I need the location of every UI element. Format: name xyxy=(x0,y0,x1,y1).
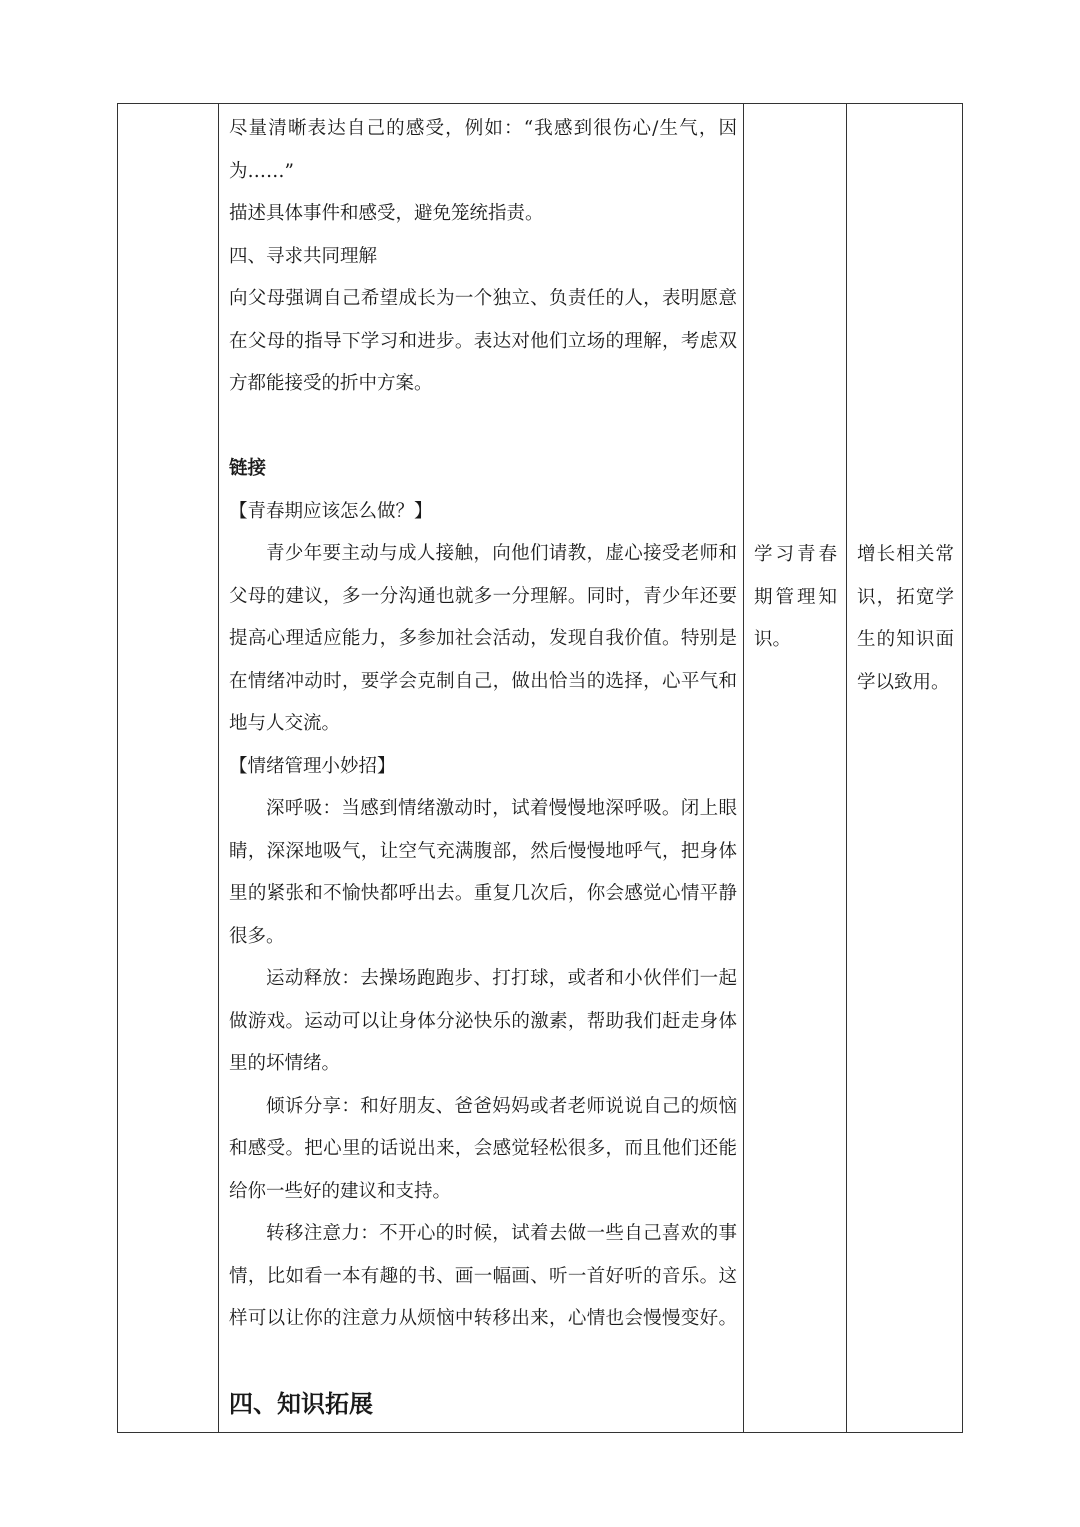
link-title-emotion-tips: 【情绪管理小妙招】 xyxy=(229,755,396,777)
table-column-intent xyxy=(847,104,962,1432)
main-content xyxy=(229,108,737,1341)
intent-text xyxy=(857,534,954,704)
activity-text xyxy=(754,534,837,662)
link-title-adolescence: 【青春期应该怎么做？】 xyxy=(229,500,433,522)
tip-line: 很多。 xyxy=(229,925,285,947)
tip-line: 和感受。把心里的话说出来，会感觉轻松很多，而且他们还能 xyxy=(229,1138,737,1159)
tip-line: 里的坏情绪。 xyxy=(229,1053,341,1074)
text-line: 方都能接受的折中方案。 xyxy=(229,373,433,394)
section-title: 四、知识拓展 xyxy=(229,1389,373,1418)
tip-line: 做游戏。运动可以让身体分泌快乐的激素，帮助我们赶走身体 xyxy=(229,1010,737,1032)
paragraph-line: 青少年要主动与成人接触，向他们请教，虚心接受老师和 xyxy=(266,543,737,564)
table-column-1 xyxy=(118,104,219,1432)
paragraph-line: 提高心理适应能力，多参加社会活动，发现自我价值。特别是 xyxy=(229,628,737,649)
text-line: 向父母强调自己希望成长为一个独立、负责任的人，表明愿意 xyxy=(229,288,737,309)
subheading: 四、寻求共同理解 xyxy=(229,245,378,267)
text-line: 学习青春 xyxy=(754,544,837,565)
text-line: 生的知识面 xyxy=(857,629,954,650)
text-line: 学以致用。 xyxy=(857,671,950,693)
paragraph-line: 父母的建议，多一分沟通也就多一分理解。同时，青少年还要 xyxy=(229,585,737,607)
text-line: 增长相关常 xyxy=(857,544,954,565)
text-line: 期管理知 xyxy=(754,586,837,608)
tip-line: 情，比如看一本有趣的书、画一幅画、听一首好听的音乐。这 xyxy=(229,1265,737,1287)
tip-line: 里的紧张和不愉快都呼出去。重复几次后，你会感觉心情平静 xyxy=(229,883,737,904)
tip-line: 睛，深深地吸气，让空气充满腹部，然后慢慢地呼气，把身体 xyxy=(229,840,737,862)
paragraph-line: 在情绪冲动时，要学会克制自己，做出恰当的选择，心平气和 xyxy=(229,670,737,692)
tip-line: 转移注意力：不开心的时候，试着去做一些自己喜欢的事 xyxy=(266,1223,737,1244)
tip-line: 样可以让你的注意力从烦恼中转移出来，心情也会慢慢变好。 xyxy=(229,1308,737,1329)
table-column-content xyxy=(219,104,744,1432)
link-heading: 链接 xyxy=(229,458,267,479)
spacer xyxy=(229,406,737,449)
table-column-activity xyxy=(744,104,847,1432)
tip-line: 倾诉分享：和好朋友、爸爸妈妈或者老师说说自己的烦恼 xyxy=(266,1095,737,1117)
paragraph-line: 地与人交流。 xyxy=(229,713,341,734)
text-line: 描述具体事件和感受，避免笼统指责。 xyxy=(229,203,544,224)
tip-line: 深呼吸：当感到情绪激动时，试着慢慢地深呼吸。闭上眼 xyxy=(266,798,737,819)
text-line: 识。 xyxy=(754,629,792,650)
tip-line: 运动释放：去操场跑跑步、打打球，或者和小伙伴们一起 xyxy=(266,968,737,989)
lesson-plan-table xyxy=(117,103,963,1433)
tip-line: 给你一些好的建议和支持。 xyxy=(229,1180,452,1202)
text-line: 尽量清晰表达自己的感受，例如：“我感到很伤心/生气，因 xyxy=(229,118,737,139)
text-line: 在父母的指导下学习和进步。表达对他们立场的理解，考虑双 xyxy=(229,330,737,352)
text-line: 识，拓宽学 xyxy=(857,586,954,608)
text-line: 为……” xyxy=(229,160,294,182)
